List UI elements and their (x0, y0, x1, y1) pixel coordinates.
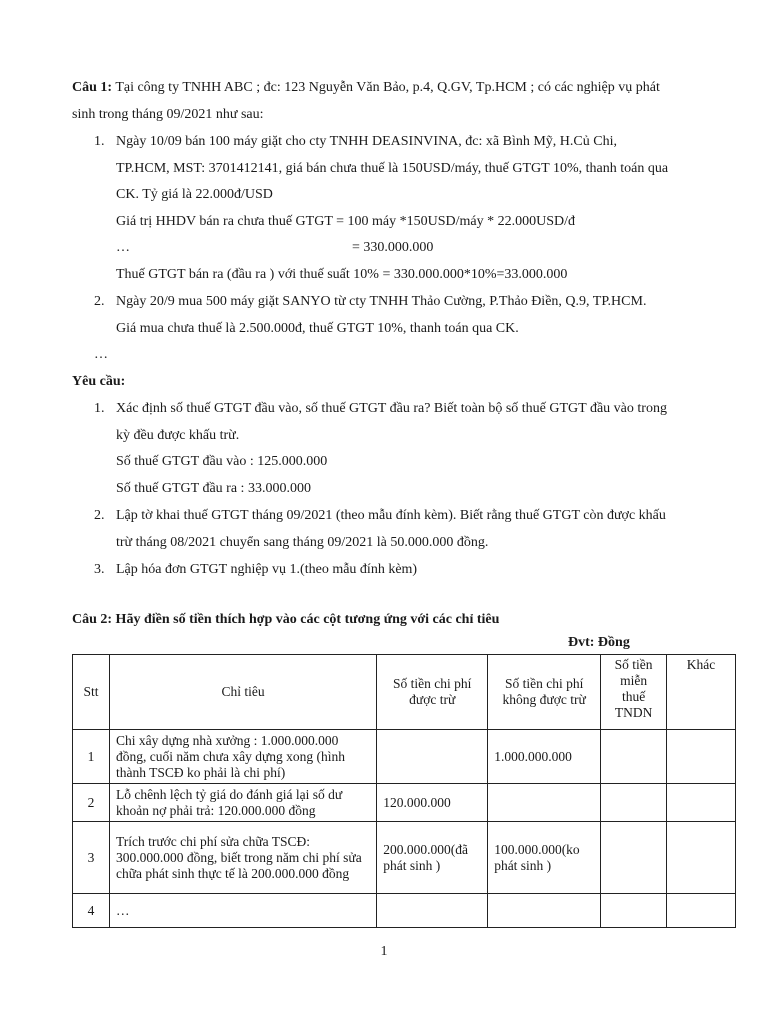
item-1-number: 1. (94, 134, 105, 149)
table-row (73, 784, 736, 822)
req-2-line: trừ tháng 08/2021 chuyển sang tháng 09/2021 là 50.000.000 đồng. (116, 535, 489, 550)
cell-deductible: 200.000.000(đã phát sinh ) (377, 822, 488, 894)
cell-non-deductible (488, 784, 601, 822)
req-1-line: kỳ đều được khấu trừ. (116, 428, 240, 443)
req-1-line: Xác định số thuế GTGT đầu vào, số thuế GTGT đầu ra? Biết toàn bộ số thuế GTGT đầu vào trong (116, 401, 667, 416)
cell-chi-tieu: Chi xây dựng nhà xưởng : 1.000.000.000 đồng, cuối năm chưa xây dựng xong (hình thành TSCĐ ko phải là chi phí) (109, 730, 376, 784)
ellipsis: … (94, 347, 108, 362)
cell-tax-exempt (601, 894, 667, 928)
item-1-result: = 330.000.000 (352, 240, 434, 255)
cell-tax-exempt (601, 730, 667, 784)
header-deductible: Số tiền chi phí được trừ (377, 655, 488, 730)
question-1-intro-line-1 (72, 79, 660, 97)
item-1-vat-output: Thuế GTGT bán ra (đầu ra ) với thuế suất 10% = 330.000.000*10%=33.000.000 (116, 267, 568, 282)
table-row (73, 894, 736, 928)
item-1-line: TP.HCM, MST: 3701412141, giá bán chưa thuế là 150USD/máy, thuế GTGT 10%, thanh toán qua (116, 161, 669, 176)
expense-table (72, 654, 736, 928)
item-2-line: Giá mua chưa thuế là 2.500.000đ, thuế GTGT 10%, thanh toán qua CK. (116, 321, 519, 336)
cell-stt: 3 (73, 822, 110, 894)
req-3-line: Lập hóa đơn GTGT nghiệp vụ 1.(theo mẫu đính kèm) (116, 562, 418, 577)
req-1-number: 1. (94, 401, 105, 416)
cell-other (667, 784, 736, 822)
cell-chi-tieu: Lỗ chênh lệch tỷ giá do đánh giá lại số dư khoản nợ phải trả: 120.000.000 đồng (109, 784, 376, 822)
cell-chi-tieu: Trích trước chi phí sửa chữa TSCĐ: 300.000.000 đồng, biết trong năm chi phí sửa chữa phát sinh thực tế là 200.000.000 đồng (109, 822, 376, 894)
cell-tax-exempt (601, 822, 667, 894)
item-2-number: 2. (94, 294, 105, 309)
cell-stt: 1 (73, 730, 110, 784)
item-1-line: CK. Tỷ giá là 22.000đ/USD (116, 187, 273, 202)
table-row (73, 730, 736, 784)
unit-label: Đvt: Đồng (568, 635, 630, 650)
cell-non-deductible: 100.000.000(ko phát sinh ) (488, 822, 601, 894)
question-2-title: Câu 2: Hãy điền số tiền thích hợp vào các cột tương ứng với các chỉ tiêu (72, 612, 500, 627)
req-1-output-vat: Số thuế GTGT đầu ra : 33.000.000 (116, 481, 311, 496)
item-1-calculation: Giá trị HHDV bán ra chưa thuế GTGT = 100 máy *150USD/máy * 22.000USD/đ (116, 214, 576, 229)
req-2-number: 2. (94, 508, 105, 523)
cell-other (667, 894, 736, 928)
cell-deductible (377, 894, 488, 928)
cell-stt: 4 (73, 894, 110, 928)
cell-other (667, 730, 736, 784)
cell-tax-exempt (601, 784, 667, 822)
cell-chi-tieu: … (109, 894, 376, 928)
question-1-intro-text: Tại công ty TNHH ABC ; đc: 123 Nguyễn Văn Bảo, p.4, Q.GV, Tp.HCM ; có các nghiệp vụ phát (115, 80, 660, 95)
header-tax-exempt: Số tiền miễn thuế TNDN (601, 655, 667, 730)
req-2-line: Lập tờ khai thuế GTGT tháng 09/2021 (theo mẫu đính kèm). Biết rằng thuế GTGT còn được khấu (116, 508, 666, 523)
table-header-row (73, 655, 736, 730)
page-number: 1 (380, 944, 388, 959)
header-stt: Stt (73, 655, 110, 730)
requirements-label: Yêu cầu: (72, 374, 126, 389)
table-row (73, 822, 736, 894)
cell-non-deductible (488, 894, 601, 928)
req-3-number: 3. (94, 562, 105, 577)
header-non-deductible: Số tiền chi phí không được trừ (488, 655, 601, 730)
cell-deductible (377, 730, 488, 784)
item-2-line: Ngày 20/9 mua 500 máy giặt SANYO từ cty TNHH Thảo Cường, P.Thảo Điền, Q.9, TP.HCM. (116, 294, 647, 309)
cell-stt: 2 (73, 784, 110, 822)
question-1-label: Câu 1: (72, 80, 113, 95)
item-1-line: Ngày 10/09 bán 100 máy giặt cho cty TNHH DEASINVINA, đc: xã Bình Mỹ, H.Củ Chi, (116, 134, 617, 149)
header-chi-tieu: Chỉ tiêu (109, 655, 376, 730)
cell-other (667, 822, 736, 894)
question-1-intro-line-2: sinh trong tháng 09/2021 như sau: (72, 107, 264, 122)
req-1-input-vat: Số thuế GTGT đầu vào : 125.000.000 (116, 454, 328, 469)
cell-non-deductible: 1.000.000.000 (488, 730, 601, 784)
header-other: Khác (667, 655, 736, 730)
item-1-ellipsis: … (116, 240, 130, 255)
cell-deductible: 120.000.000 (377, 784, 488, 822)
